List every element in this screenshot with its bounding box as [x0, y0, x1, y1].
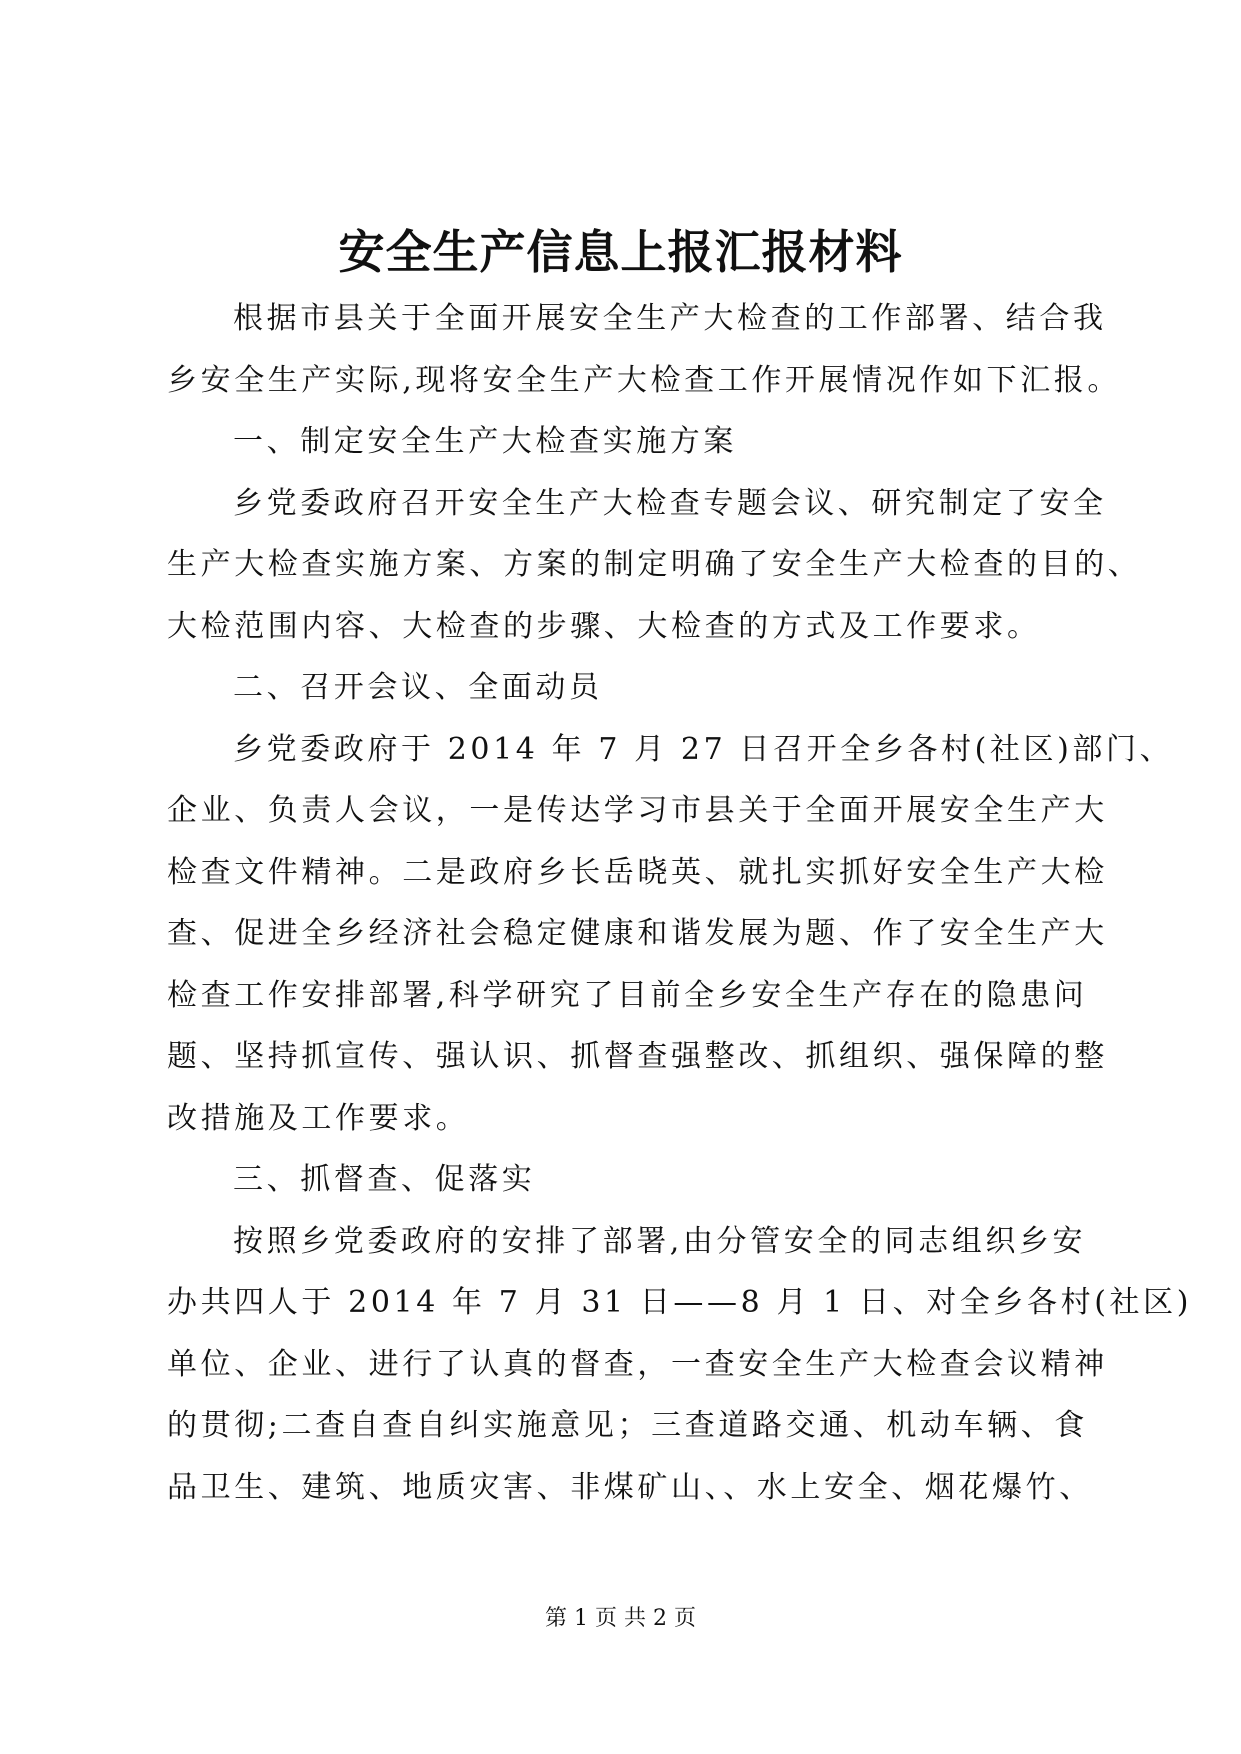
- paragraph-line: 题、坚持抓宣传、强认识、抓督查强整改、抓组织、强保障的整: [167, 1039, 1108, 1074]
- paragraph-line: 的贯彻;二查自查自纠实施意见；三查道路交通、机动车辆、食: [167, 1408, 1088, 1443]
- paragraph-line: 乡党委政府召开安全生产大检查专题会议、研究制定了安全: [233, 485, 1107, 521]
- paragraph-line: 检查工作安排部署,科学研究了目前全乡安全生产存在的隐患问: [167, 977, 1088, 1013]
- document-body: [167, 288, 1193, 1518]
- paragraph-line: 改措施及工作要求。: [167, 1100, 470, 1136]
- paragraph-line: 单位、企业、进行了认真的督查，一查安全生产大检查会议精神: [167, 1346, 1108, 1382]
- paragraph-line: 大检范围内容、大检查的步骤、大检查的方式及工作要求。: [167, 608, 1041, 644]
- paragraph-line: 企业、负责人会议，一是传达学习市县关于全面开展安全生产大: [167, 793, 1108, 828]
- paragraph-line: 根据市县关于全面开展安全生产大检查的工作部署、结合我: [233, 301, 1107, 336]
- paragraph-line: 检查文件精神。二是政府乡长岳晓英、就扎实抓好安全生产大检: [167, 854, 1108, 890]
- paragraph-line: 生产大检查实施方案、方案的制定明确了安全生产大检查的目的、: [167, 547, 1142, 582]
- paragraph-line: 乡安全生产实际,现将安全生产大检查工作开展情况作如下汇报。: [167, 362, 1121, 398]
- section-heading: 二、召开会议、全面动员: [233, 670, 603, 705]
- paragraph-line: 按照乡党委政府的安排了部署,由分管安全的同志组织乡安: [233, 1223, 1087, 1259]
- section-heading: 三、抓督查、促落实: [233, 1162, 536, 1197]
- paragraph-line: 品卫生、建筑、地质灾害、非煤矿山、、水上安全、烟花爆竹、: [167, 1469, 1093, 1505]
- section-heading: 一、制定安全生产大检查实施方案: [233, 424, 737, 459]
- document-title: 安全生产信息上报汇报材料: [338, 225, 903, 279]
- paragraph-line: 查、促进全乡经济社会稳定健康和谐发展为题、作了安全生产大: [167, 916, 1108, 951]
- paragraph-line: 办共四人于 2014 年 7 月 31 日——8 月 1 日、对全乡各村(社区): [167, 1285, 1193, 1320]
- paragraph-line: 乡党委政府于 2014 年 7 月 27 日召开全乡各村(社区)部门、: [233, 731, 1174, 767]
- page-footer: 第 1 页 共 2 页: [545, 1606, 696, 1631]
